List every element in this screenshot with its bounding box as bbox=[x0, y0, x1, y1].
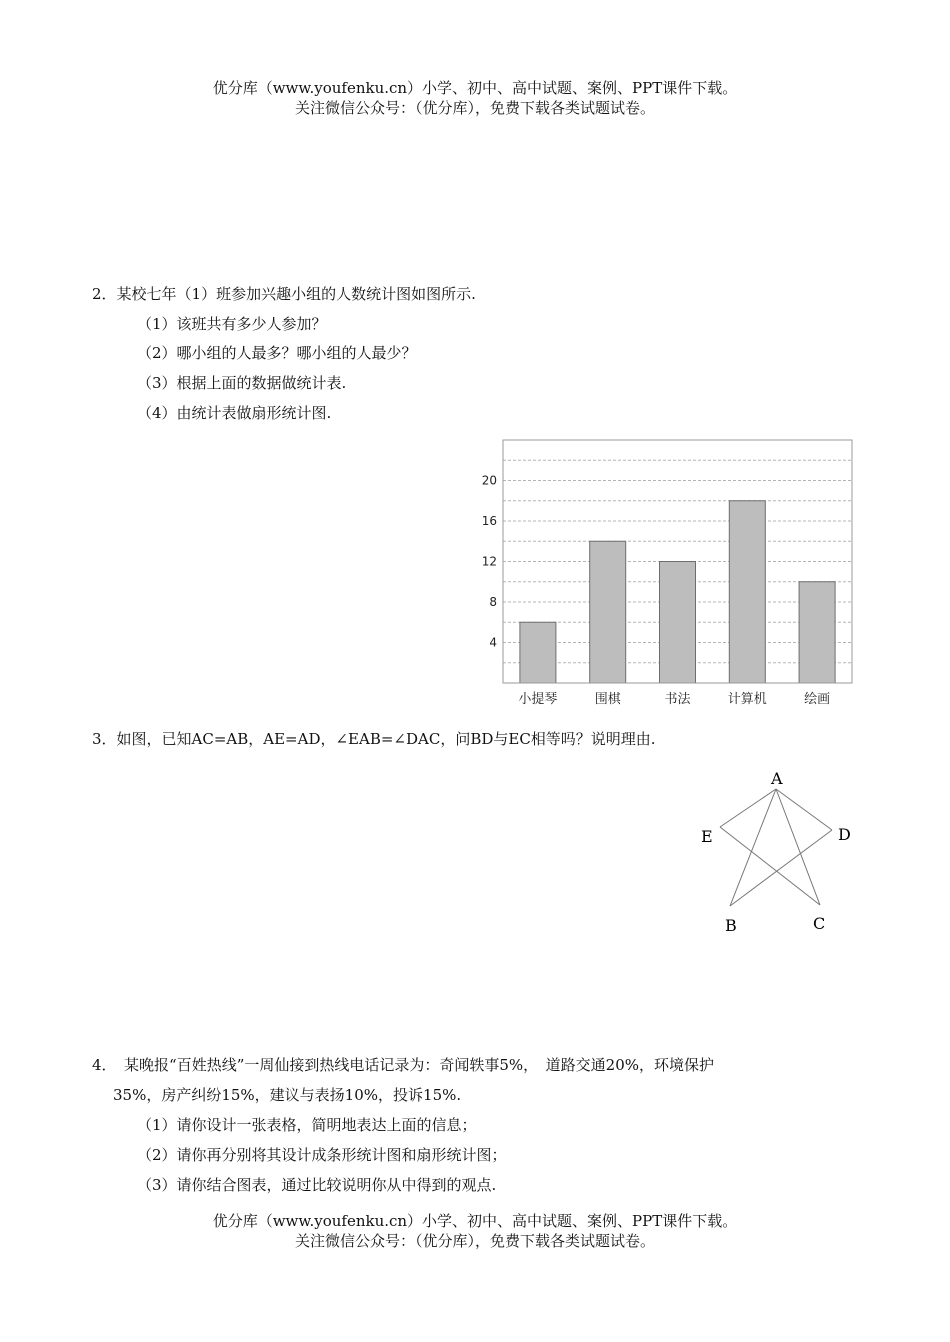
segment-AE bbox=[720, 789, 776, 827]
label-E: E bbox=[701, 827, 713, 846]
chart-y-tick-labels bbox=[482, 474, 497, 650]
y-tick-label: 4 bbox=[489, 635, 497, 650]
bar-1 bbox=[590, 541, 626, 683]
x-tick-label: 小提琴 bbox=[518, 692, 558, 707]
page-header bbox=[0, 78, 950, 118]
q2-item-4: （4）由统计表做扇形统计图. bbox=[137, 404, 332, 422]
y-tick-label: 12 bbox=[481, 554, 497, 569]
footer-line-2: 关注微信公众号：（优分库），免费下载各类试题试卷。 bbox=[294, 1232, 655, 1250]
q4-item-1: （1）请你设计一张表格，简明地表达上面的信息； bbox=[137, 1116, 477, 1134]
bar-4 bbox=[799, 582, 835, 683]
bar-3 bbox=[729, 501, 765, 683]
q2-item-2: （2）哪小组的人最多？哪小组的人最少？ bbox=[137, 344, 417, 362]
q4-item-2: （2）请你再分别将其设计成条形统计图和扇形统计图； bbox=[137, 1146, 507, 1164]
label-B: B bbox=[725, 916, 737, 935]
q4-item-3: （3）请你结合图表，通过比较说明你从中得到的观点. bbox=[137, 1176, 497, 1194]
q2-stem: 2．某校七年（1）班参加兴趣小组的人数统计图如图所示. bbox=[92, 285, 476, 303]
x-tick-label: 计算机 bbox=[727, 692, 767, 707]
triangle-figure bbox=[690, 760, 870, 940]
label-C: C bbox=[813, 914, 826, 933]
label-D: D bbox=[838, 825, 851, 844]
q2-item-3: （3）根据上面的数据做统计表. bbox=[137, 374, 347, 392]
segment-AD bbox=[776, 789, 832, 830]
x-tick-label: 绘画 bbox=[804, 692, 831, 707]
y-tick-label: 8 bbox=[489, 595, 497, 609]
q2-item-1: （1）该班共有多少人参加？ bbox=[137, 315, 327, 333]
chart-x-tick-labels bbox=[518, 691, 830, 707]
chart-bars bbox=[520, 501, 835, 683]
bar-2 bbox=[660, 562, 696, 684]
header-line-2: 关注微信公众号：（优分库），免费下载各类试题试卷。 bbox=[294, 99, 655, 117]
header-line-1: 优分库（www.youfenku.cn）小学、初中、高中试题、案例、PPT课件下载。 bbox=[212, 79, 738, 97]
q4-line-2: 35%，房产纠纷15%，建议与表扬10%，投诉15%. bbox=[113, 1086, 462, 1104]
x-tick-label: 围棋 bbox=[594, 692, 621, 707]
page-footer bbox=[0, 1211, 950, 1251]
q3-stem: 3．如图，已知AC=AB，AE=AD，∠EAB=∠DAC，问BD与EC相等吗？说明理由. bbox=[92, 730, 656, 748]
bar-0 bbox=[520, 622, 556, 683]
y-tick-label: 16 bbox=[481, 514, 497, 528]
y-tick-label: 20 bbox=[481, 473, 497, 488]
label-A: A bbox=[771, 769, 783, 788]
q4-line-1: 4． 某晚报“百姓热线”一周仙接到热线电话记录为：奇闻轶事5%， 道路交通20%，环境保护 bbox=[92, 1056, 715, 1074]
interest-group-bar-chart bbox=[470, 437, 870, 712]
x-tick-label: 书法 bbox=[664, 692, 691, 707]
footer-line-1: 优分库（www.youfenku.cn）小学、初中、高中试题、案例、PPT课件下载。 bbox=[212, 1212, 738, 1230]
